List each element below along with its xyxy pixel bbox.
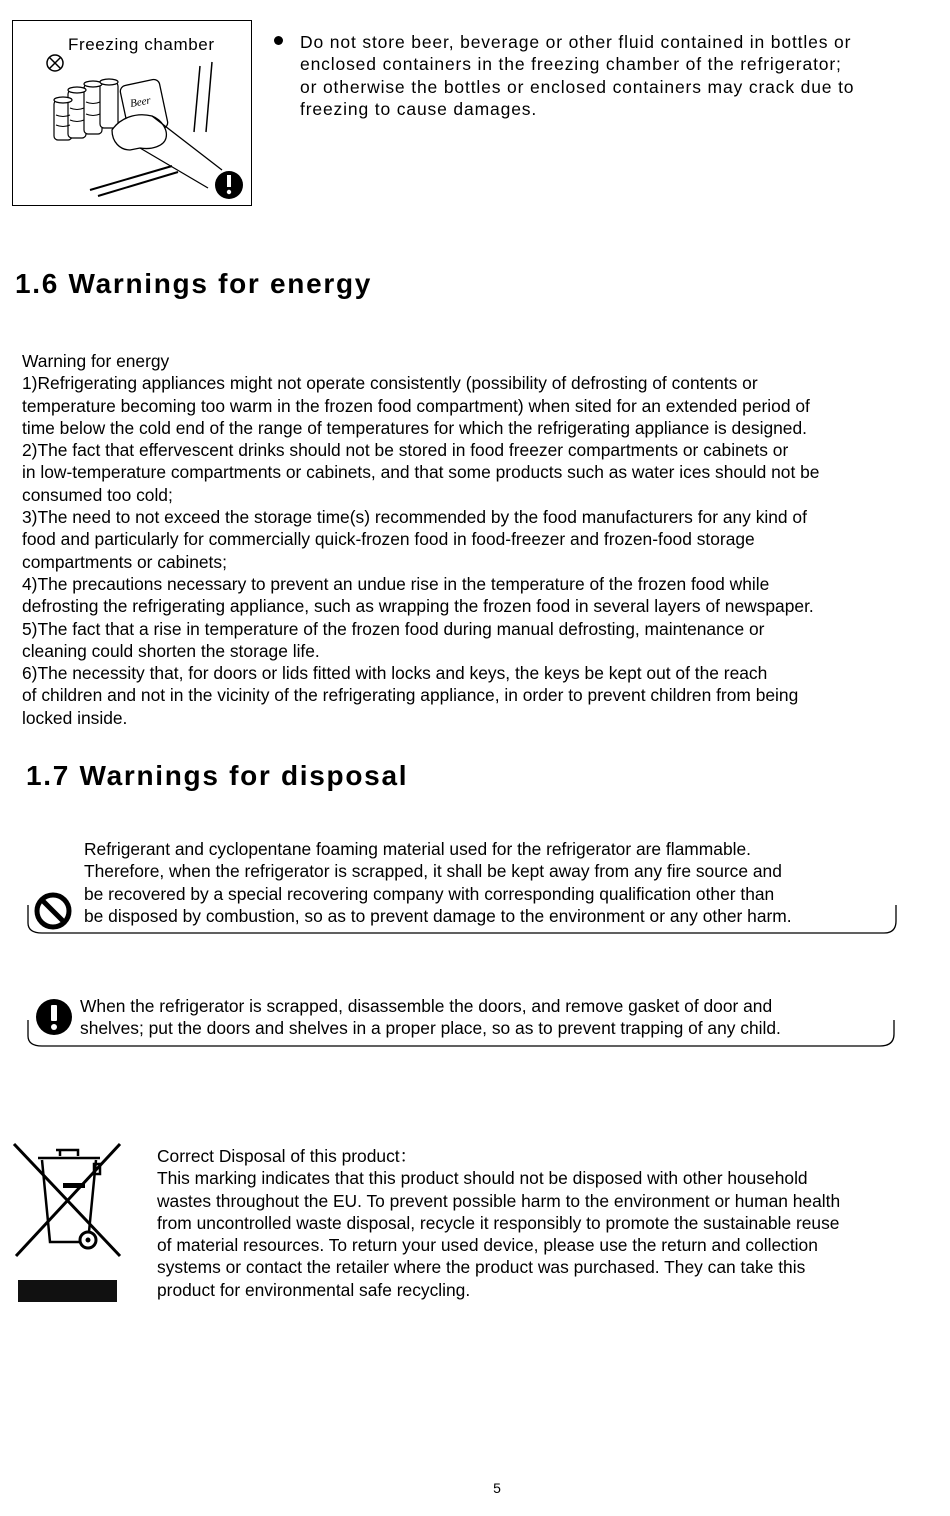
beer-warning-text: Do not store beer, beverage or other fluid contained in bottles or enclosed containers in the freezing chamber of the refrigerator; or otherwise the bottles or enclosed containers may crack due to freezing to cause damages. bbox=[300, 32, 855, 119]
page-number: 5 bbox=[493, 1480, 501, 1496]
section-heading-energy: 1.6 Warnings for energy bbox=[15, 268, 373, 299]
weee-marking-bar bbox=[18, 1280, 117, 1302]
freezing-chamber-label: Freezing chamber bbox=[68, 35, 215, 54]
notice-bracket bbox=[24, 905, 904, 937]
energy-warnings-text: Warning for energy 1)Refrigerating appliances might not operate consistently (possibility of defrosting of contents or temperature becoming too warm in the frozen food compartment) when sited for an extended period of time below the cold end of the range of temperatures for which the refrigerating appliance is designed. 2)The fact that effervescent drinks should not be stored in food freezer compartments or cabinets or in low-temperature compartments or cabinets, and that some products such as water ices should not be consumed too cold; 3)The need to not exceed the storage time(s) recommended by the food manufacturers for any kind of food and particularly for commercially quick-frozen food in food-freezer and frozen-food storage compartments or cabinets; 4)The precautions necessary to prevent an undue rise in the temperature of the frozen food while defrosting the refrigerating appliance, such as wrapping the frozen food in several layers of newspaper. 5)The fact that a rise in temperature of the frozen food during manual defrosting, maintenance or cleaning could shorten the storage life. 6)The necessity that, for doors or lids fitted with locks and keys, the keys be kept out of the reach of children and not in the vicinity of the refrigerating appliance, in order to prevent children from being locked inside. bbox=[22, 351, 820, 728]
child-safety-notice-text: When the refrigerator is scrapped, disassemble the doors, and remove gasket of door and shelves; put the doors and shelves in a proper place, so as to prevent trapping of any child. bbox=[80, 996, 781, 1039]
section-heading-disposal: 1.7 Warnings for disposal bbox=[26, 760, 409, 791]
bullet-point bbox=[274, 36, 283, 45]
notice-bracket bbox=[24, 1020, 904, 1050]
flammable-notice-text: Refrigerant and cyclopentane foaming material used for the refrigerator are flammable. Therefore, when the refrigerator is scrapped, it shall be kept away from any fire source and be recovered by a special recovering company with corresponding qualification other than be disposed by combustion, so as to prevent damage to the environment or any other harm. bbox=[84, 839, 792, 926]
correct-disposal-text: Correct Disposal of this product： This marking indicates that this product should not be disposed with other household wastes throughout the EU. To prevent possible harm to the environment or human health from uncontrolled waste disposal, recycle it responsibly to promote the sustainable reuse of material resources. To return your used device, please use the return and collection systems or contact the retailer where the product was purchased. They can take this product for environmental safe recycling. bbox=[157, 1146, 841, 1300]
svg-text:Beer: Beer bbox=[129, 94, 152, 110]
crossed-out-wheelie-bin-icon bbox=[8, 1138, 128, 1263]
